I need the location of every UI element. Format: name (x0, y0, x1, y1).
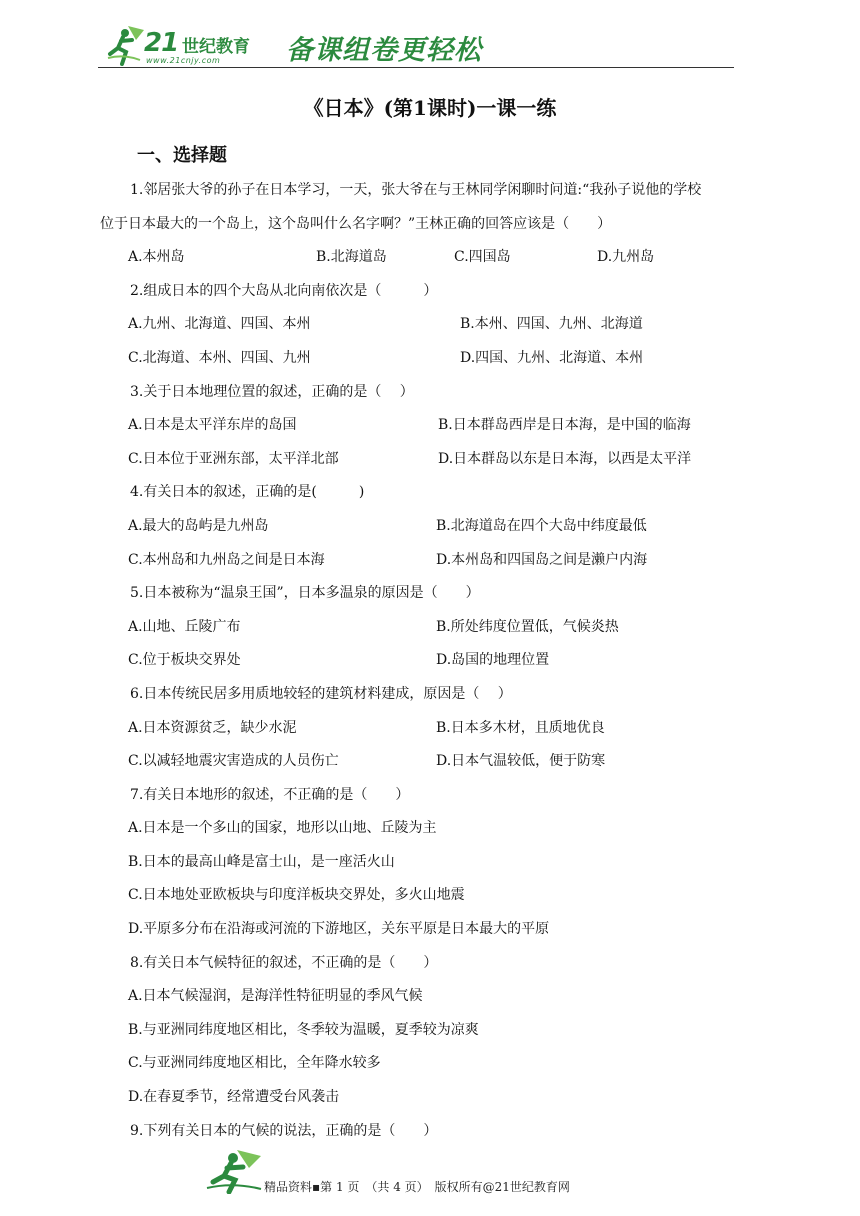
logo-brand: 世纪教育 (182, 37, 250, 57)
option-row (100, 308, 740, 342)
answer-option: D.日本群岛以东是日本海，以西是太平洋 (438, 450, 692, 467)
question-stem: 8.有关日本气候特征的叙述，不正确的是（ ） (130, 954, 438, 971)
option-row (100, 611, 740, 645)
question-stem: 9.下列有关日本的气候的说法，正确的是（ ） (130, 1122, 438, 1139)
question-stem: 7.有关日本地形的叙述，不正确的是（ ） (130, 786, 410, 803)
option-row (100, 342, 740, 376)
option-row (100, 712, 740, 746)
answer-option: B.与亚洲同纬度地区相比，冬季较为温暖，夏季较为凉爽 (128, 1021, 479, 1038)
answer-option: B.日本多木材，且质地优良 (436, 719, 605, 736)
question-stem: 3.关于日本地理位置的叙述，正确的是（ ） (130, 383, 414, 400)
logo-number: 21 (144, 28, 179, 58)
answer-option: C.四国岛 (454, 249, 511, 266)
option-row (100, 544, 740, 578)
answer-option: B.所处纬度位置低，气候炎热 (436, 618, 619, 635)
answer-option: B.日本的最高山峰是富士山，是一座活火山 (128, 853, 395, 870)
answer-option: A.日本资源贫乏，缺少水泥 (128, 719, 297, 736)
footer-runner-logo-icon (205, 1148, 263, 1194)
answer-option: D.九州岛 (597, 249, 655, 266)
question-stem: 位于日本最大的一个岛上，这个岛叫什么名字啊？”王林正确的回答应该是（ ） (100, 215, 612, 232)
question-stem: 1.邻居张大爷的孙子在日本学习，一天，张大爷在与王林同学闲聊时问道:“我孙子说他的学校 (130, 182, 702, 198)
question-stem: 4.有关日本的叙述，正确的是( ) (130, 484, 365, 501)
answer-option: B.本州、四国、九州、北海道 (460, 316, 643, 333)
answer-option: C.日本位于亚洲东部，太平洋北部 (128, 450, 339, 467)
option-row (100, 812, 740, 846)
section-heading: 一、选择题 (137, 145, 227, 166)
answer-option: D.在春夏季节，经常遭受台风袭击 (128, 1089, 340, 1106)
answer-option: C.以减轻地震灾害造成的人员伤亡 (128, 753, 339, 770)
header-banner (98, 22, 738, 70)
option-row (100, 980, 740, 1014)
answer-option: B.北海道岛在四个大岛中纬度最低 (436, 517, 647, 534)
header-slogan: 备课组卷更轻松 (286, 35, 482, 66)
option-row (100, 644, 740, 678)
answer-option: B.日本群岛西岸是日本海，是中国的临海 (438, 417, 691, 434)
option-row (100, 1081, 740, 1115)
answer-option: D.岛国的地理位置 (436, 652, 550, 669)
answer-option: D.日本气温较低，便于防寒 (436, 753, 606, 770)
option-row (100, 846, 740, 880)
answer-option: A.九州、北海道、四国、本州 (128, 316, 311, 333)
question-list (100, 174, 740, 1148)
question-stem: 2.组成日本的四个大岛从北向南依次是（ ） (130, 282, 438, 299)
answer-option: C.与亚洲同纬度地区相比，全年降水较多 (128, 1055, 381, 1072)
option-row (100, 510, 740, 544)
answer-option: A.日本是一个多山的国家，地形以山地、丘陵为主 (128, 820, 437, 837)
answer-option: A.日本气候湿润，是海洋性特征明显的季风气候 (128, 988, 423, 1005)
answer-option: D.四国、九州、北海道、本州 (460, 349, 644, 366)
question-stem: 6.日本传统民居多用质地较轻的建筑材料建成，原因是（ ） (130, 685, 512, 702)
header-divider (98, 67, 734, 68)
option-row (100, 1047, 740, 1081)
option-row (100, 879, 740, 913)
logo-url: www.21cnjy.com (146, 56, 221, 65)
answer-option: D.本州岛和四国岛之间是濑户内海 (436, 551, 648, 568)
answer-option: C.北海道、本州、四国、九州 (128, 349, 311, 366)
answer-option: C.日本地处亚欧板块与印度洋板块交界处，多火山地震 (128, 887, 465, 904)
answer-option: A.山地、丘陵广布 (128, 618, 241, 635)
answer-option: A.本州岛 (128, 249, 185, 266)
option-row (100, 913, 740, 947)
option-row (100, 443, 740, 477)
page-footer (0, 1148, 860, 1208)
answer-option: A.最大的岛屿是九州岛 (128, 517, 269, 534)
runner-logo-icon (106, 24, 146, 66)
answer-option: C.位于板块交界处 (128, 652, 241, 669)
page-title: 《日本》(第1课时)一课一练 (303, 96, 557, 120)
answer-option: C.本州岛和九州岛之间是日本海 (128, 551, 325, 568)
option-row (100, 1014, 740, 1048)
option-row (100, 745, 740, 779)
question-stem: 5.日本被称为“温泉王国”，日本多温泉的原因是（ ） (130, 585, 480, 602)
answer-option: A.日本是太平洋东岸的岛国 (128, 417, 297, 434)
footer-text: 精品资料▪第 1 页 （共 4 页） 版权所有@21世纪教育网 (264, 1180, 570, 1194)
answer-option: B.北海道岛 (316, 249, 387, 266)
option-row (100, 409, 740, 443)
option-row (100, 241, 740, 275)
answer-option: D.平原多分布在沿海或河流的下游地区，关东平原是日本最大的平原 (128, 921, 550, 938)
